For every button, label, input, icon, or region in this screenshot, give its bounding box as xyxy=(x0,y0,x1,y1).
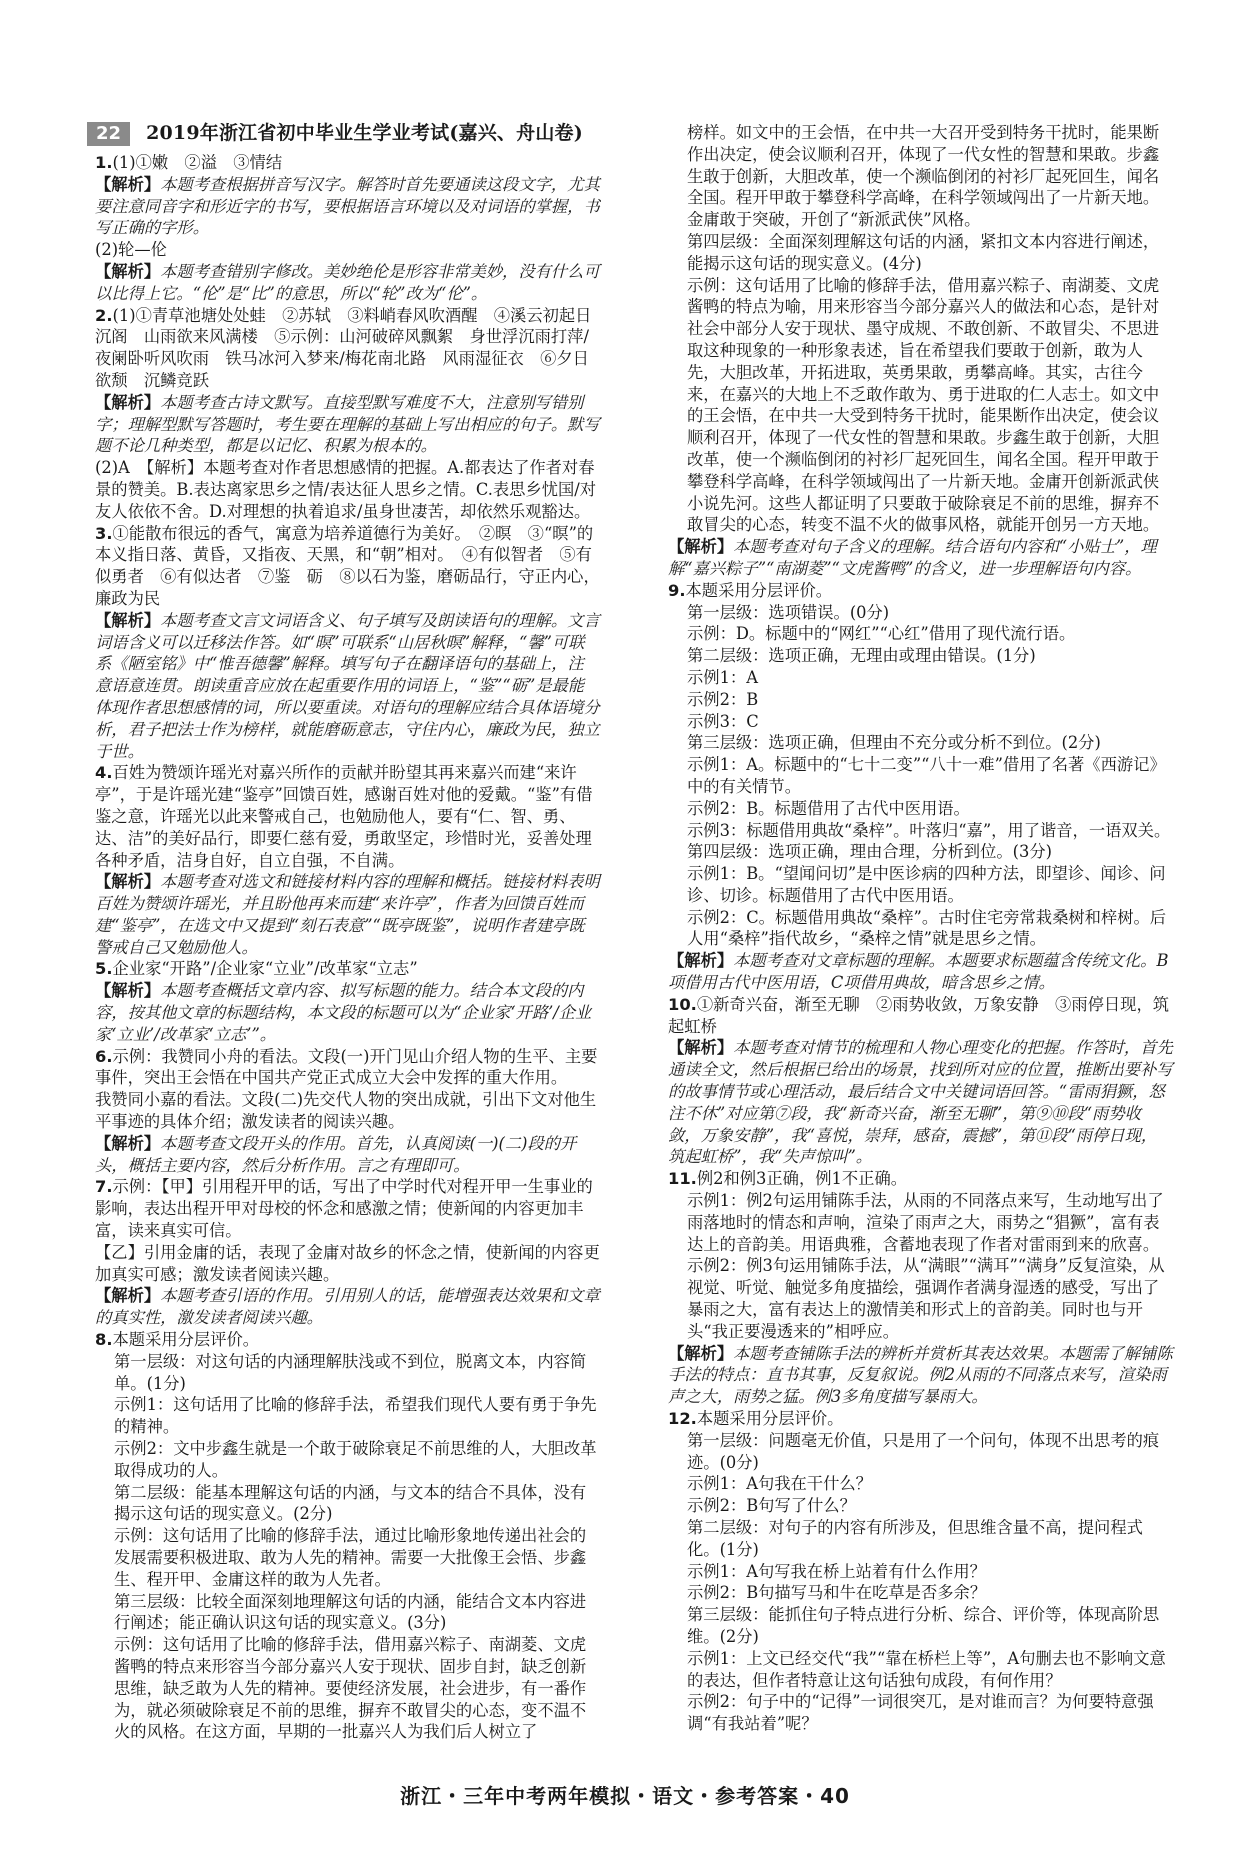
answer-paragraph xyxy=(668,732,1173,754)
paragraph-text: 【乙】引用金庸的话，表现了金庸对故乡的怀念之情，使新闻的内容更加真实可感；激发读者阅读兴趣。 xyxy=(95,1242,600,1284)
paragraph-text: 示例1：B。“望闻问切”是中医诊病的四种方法，即望诊、闻诊、问诊、切诊。标题借用了古代中医用语。 xyxy=(687,864,1166,905)
paragraph-text: 示例：【甲】引用程开甲的话，写出了中学时代对程开甲一生事业的影响，表达出程开甲对母校的怀念和感激之情；使新闻的内容更加丰富，读来真实可信。 xyxy=(95,1177,593,1241)
question-number: 6. xyxy=(95,1046,113,1066)
section-header xyxy=(87,120,600,148)
analysis-label: 【解析】 xyxy=(95,610,161,630)
answer-paragraph xyxy=(668,1255,1173,1342)
answer-paragraph xyxy=(668,798,1173,820)
answer-paragraph xyxy=(95,762,600,871)
answer-paragraph xyxy=(95,1482,600,1526)
paragraph-text: 示例2：例3句运用铺陈手法，从“满眼”“满耳”“满身”反复渲染，从视觉、听觉、触觉多角度描绘，强调作者满身湿透的感受，写出了暴雨之大，富有表达上的激情美和形式上的音韵美。同时也与开头“我正要漫透来的”相呼应。 xyxy=(687,1256,1165,1341)
paragraph-text: 示例：我赞同小舟的看法。文段(一)开门见山介绍人物的生平、主要事件，突出王会悟在中国共产党正式成立大会中发挥的重大作用。 xyxy=(95,1046,598,1088)
paragraph-text: 本题考查错别字修改。美妙绝伦是形容非常美妙，没有什么可以比得上它。“伦”是“比”的意思，所以“轮”改为“伦”。 xyxy=(95,261,600,303)
right-column xyxy=(668,122,1173,1735)
paragraph-text: (2)A 【解析】本题考查对作者思想感情的把握。A.都表达了作者对春景的赞美。B.表达离家思乡之情/表达征人思乡之情。C.表思乡忧国/对友人依依不舍。D.对理想的执着追求/虽身世凄苦，却依然乐观豁达。 xyxy=(95,458,597,521)
analysis-label: 【解析】 xyxy=(95,261,161,281)
answer-paragraph xyxy=(95,1242,600,1286)
paragraph-text: 第四层级：全面深刻理解这句话的内涵，紧扣文本内容进行阐述，能揭示这句话的现实意义。(4分) xyxy=(687,231,1160,273)
answer-paragraph xyxy=(668,275,1173,537)
answer-paragraph xyxy=(95,1438,600,1482)
paragraph-text: ①新奇兴奋，渐至无聊 ②雨势收敛，万象安静 ③雨停日现，筑起虹桥 xyxy=(668,994,1170,1036)
page-footer: 浙江・三年中考两年模拟・语文・参考答案・40 xyxy=(400,1784,850,1808)
paragraph-text: 示例1：例2句运用铺陈手法，从雨的不同落点来写，生动地写出了雨落地时的情态和声响，渲染了雨声之大，雨势之“猖獗”，富有表达上的音韵美。用语典雅，含蓄地表现了作者对雷雨到来的欣喜。 xyxy=(687,1191,1164,1254)
answer-paragraph xyxy=(668,1473,1173,1495)
analysis-paragraph xyxy=(668,1343,1173,1408)
paragraph-text: 示例：这句话用了比喻的修辞手法，通过比喻形象地传递出社会的发展需要积极进取、敢为人先的精神。需要一大批像王会悟、步鑫生、程开甲、金庸这样的敢为人先者。 xyxy=(114,1526,587,1589)
paragraph-text: 示例：这句话用了比喻的修辞手法，借用嘉兴粽子、南湖菱、文虎酱鸭的特点来形容当今部分嘉兴人安于现状、固步自封，缺乏创新思维，缺乏敢为人先的精神。要使经济发展，社会进步，有一番作为，就必须破除衰足不前的思维，摒弃不敢冒尖的心态，变不温不火的风格。在这方面，早期的一批嘉兴人为我们后人树立了 xyxy=(114,1635,587,1742)
answer-paragraph xyxy=(668,623,1173,645)
analysis-paragraph xyxy=(668,1037,1173,1168)
answer-paragraph xyxy=(668,1190,1173,1255)
analysis-label: 【解析】 xyxy=(95,1286,161,1306)
analysis-paragraph xyxy=(95,980,600,1045)
answer-paragraph xyxy=(95,1046,600,1090)
paragraph-text: 例2和例3正确，例1不正确。 xyxy=(696,1169,908,1189)
paragraph-text: 第二层级：能基本理解这句话的内涵，与文本的结合不具体，没有揭示这句话的现实意义。(2分) xyxy=(114,1482,587,1524)
answer-paragraph xyxy=(95,523,600,610)
answer-paragraph xyxy=(95,152,600,174)
question-number: 12. xyxy=(668,1409,697,1429)
paragraph-text: 本题采用分层评价。 xyxy=(696,1409,844,1429)
paragraph-text: 示例2：B句写了什么？ xyxy=(687,1496,856,1516)
answer-paragraph xyxy=(668,820,1173,842)
question-number: 8. xyxy=(95,1330,113,1350)
answer-paragraph xyxy=(668,580,1173,602)
answer-paragraph xyxy=(668,1582,1173,1604)
question-number: 3. xyxy=(95,523,113,543)
answer-paragraph xyxy=(668,689,1173,711)
answer-paragraph xyxy=(668,1495,1173,1517)
answer-paragraph xyxy=(668,1648,1173,1692)
paragraph-text: 榜样。如文中的王会悟，在中共一大召开受到特务干扰时，能果断作出决定，使会议顺利召开，体现了一代女性的智慧和果敢。步鑫生敢于创新，大胆改革，使一个濒临倒闭的衬衫厂起死回生，闻名全国。程开甲敢于攀登科学高峰，在科学领域闯出了一片新天地。金庸敢于突破，开创了“新派武侠”风格。 xyxy=(687,123,1160,230)
answer-paragraph xyxy=(668,1561,1173,1583)
paragraph-text: 第一层级：选项错误。(0分) xyxy=(687,602,890,622)
answer-paragraph xyxy=(95,305,600,392)
analysis-label: 【解析】 xyxy=(668,951,734,971)
paragraph-text: 本题采用分层评价。 xyxy=(112,1330,260,1350)
paragraph-text: 示例：D。标题中的“网红”“心红”借用了现代流行语。 xyxy=(687,624,1076,644)
paragraph-text: 示例2：C。标题借用典故“桑梓”。古时住宅旁常栽桑树和梓树。后人用“桑梓”指代故乡，“桑梓之情”就是思乡之情。 xyxy=(687,907,1167,949)
paragraph-text: 第一层级：问题毫无价值，只是用了一个问句，体现不出思考的痕迹。(0分) xyxy=(687,1430,1160,1472)
paragraph-text: 本题考查对文章标题的理解。本题要求标题蕴含传统文化。B项借用古代中医用语，C项借用典故，暗含思乡之情。 xyxy=(668,951,1169,993)
answer-paragraph xyxy=(95,1525,600,1590)
answer-paragraph xyxy=(668,994,1173,1038)
analysis-paragraph xyxy=(95,1285,600,1329)
paragraph-text: 第二层级：选项正确，无理由或理由错误。(1分) xyxy=(687,646,1036,666)
analysis-paragraph xyxy=(95,392,600,457)
paragraph-text: 示例1：A句我在干什么？ xyxy=(687,1474,872,1494)
right-answers xyxy=(668,122,1173,1735)
paragraph-text: 示例3：标题借用典故“桑梓”。叶落归“嘉”，用了谐音，一语双关。 xyxy=(687,820,1171,840)
analysis-paragraph xyxy=(95,1133,600,1177)
answer-paragraph xyxy=(668,907,1173,951)
answer-paragraph xyxy=(95,1089,600,1133)
question-number: 5. xyxy=(95,959,113,979)
section-number: 22 xyxy=(87,122,130,146)
answer-paragraph xyxy=(668,1430,1173,1474)
paragraph-text: 示例2：文中步鑫生就是一个敢于破除衰足不前思维的人，大胆改革取得成功的人。 xyxy=(114,1439,597,1480)
answer-paragraph xyxy=(668,602,1173,624)
question-number: 9. xyxy=(668,580,686,600)
analysis-label: 【解析】 xyxy=(95,392,161,412)
left-column xyxy=(95,122,600,1743)
paragraph-text: (2)轮—伦 xyxy=(95,240,167,260)
question-number: 1. xyxy=(95,153,113,172)
answer-paragraph xyxy=(668,841,1173,863)
answer-paragraph xyxy=(95,1394,600,1438)
paragraph-text: 示例1：上文已经交代“我”“靠在桥栏上等”，A句删去也不影响文意的表达，但作者特意让这句话独句成段，有何作用？ xyxy=(687,1648,1166,1690)
analysis-paragraph xyxy=(95,261,600,305)
analysis-label: 【解析】 xyxy=(95,174,161,194)
analysis-label: 【解析】 xyxy=(95,981,161,1001)
paragraph-text: 第三层级：选项正确，但理由不充分或分析不到位。(2分) xyxy=(687,733,1101,753)
analysis-paragraph xyxy=(95,174,600,239)
paragraph-text: 本题考查对选文和链接材料内容的理解和概括。链接材料表明百姓为赞颂许瑶光，并且盼他再来而建“来许亭”，作者为回馈百姓而建“鉴亭”，在选文中又提到“刻石表意”“既亭既鉴”，说明作者建亭既警戒自己又勉励他人。 xyxy=(95,872,600,957)
question-number: 7. xyxy=(95,1177,113,1197)
analysis-label: 【解析】 xyxy=(668,1343,734,1363)
answer-paragraph xyxy=(95,1351,600,1395)
paragraph-text: 示例：这句话用了比喻的修辞手法，借用嘉兴粽子、南湖菱、文虎酱鸭的特点为喻，用来形容当今部分嘉兴人的做法和心态，是针对社会中部分人安于现状、墨守成规、不敢创新、不敢冒尖、不思进取这种现象的一种形象表述，旨在希望我们要敢于创新，敢为人先，大胆改革，开拓进取，英勇果敢，勇攀高峰。其实，古往今来，在嘉兴的大地上不乏敢作敢为、勇于进取的仁人志士。如文中的王会悟，在中共一大受到特务干扰时，能果断作出决定，使会议顺利召开，体现了一代女性的智慧和果敢。步鑫生敢于创新，大胆改革，使一个濒临倒闭的衬衫厂起死回生，闻名全国。程开甲敢于攀登科学高峰，在科学领域闯出了一片新天地。金庸开创新派武侠小说先河。这些人都证明了只要敢于破除衰足不前的思维，摒弃不敢冒尖的心态，转变不温不火的做事风格，就能开创另一方天地。 xyxy=(687,275,1160,535)
paragraph-text: 百姓为赞颂许瑶光对嘉兴所作的贡献并盼望其再来嘉兴而建“来许亭”，于是许瑶光建“鉴亭”回馈百姓，感谢百姓对他的爱戴。“鉴”有借鉴之意，许瑶光以此来警戒自己，也勉励他人，要有“仁、智、勇、达、洁”的美好品行，即要仁慈有爱，勇敢坚定，珍惜时光，妥善处理各种矛盾，洁身自好，自立自强，不自满。 xyxy=(95,763,593,870)
paragraph-text: 本题考查根据拼音写汉字。解答时首先要通读这段文字，尤其要注意同音字和形近字的书写，要根据语言环境以及对词语的掌握，书写正确的字形。 xyxy=(95,174,600,238)
paragraph-text: 本题考查古诗文默写。直接型默写难度不大，注意别写错别字；理解型默写答题时，考生要在理解的基础上写出相应的句子。默写题不论几种类型，都是以记忆、积累为根本的。 xyxy=(95,392,600,456)
answer-paragraph xyxy=(668,863,1173,907)
answer-paragraph xyxy=(95,1634,600,1743)
paragraph-text: 示例1：A xyxy=(687,667,758,687)
answer-paragraph xyxy=(95,1591,600,1635)
paragraph-text: 示例1：A句写我在桥上站着有什么作用？ xyxy=(687,1561,986,1581)
analysis-paragraph xyxy=(668,536,1173,580)
paragraph-text: 本题考查铺陈手法的辨析并赏析其表达效果。本题需了解铺陈手法的特点：直书其事，反复叙说。例2从雨的不同落点来写，渲染雨声之大，雨势之猛。例3多角度描写暴雨大。 xyxy=(668,1343,1173,1407)
paragraph-text: 本题考查概括文章内容、拟写标题的能力。结合本文段的内容，按其他文章的标题结构，本文段的标题可以为“企业家‘开路’/企业家‘立业’/改革家‘立志’”。 xyxy=(95,981,592,1044)
answer-paragraph xyxy=(668,1691,1173,1735)
analysis-paragraph xyxy=(668,950,1173,994)
paragraph-text: 示例2：B。标题借用了古代中医用语。 xyxy=(687,798,970,818)
question-number: 11. xyxy=(668,1169,697,1189)
answer-paragraph xyxy=(668,1517,1173,1561)
paragraph-text: 本题考查对句子含义的理解。结合语句内容和“小贴士”，理解“嘉兴粽子”“南湖菱”“文虎酱鸭”的含义，进一步理解语句内容。 xyxy=(668,537,1157,578)
section-title: 2019年浙江省初中毕业生学业考试(嘉兴、舟山卷) xyxy=(146,122,583,145)
paragraph-text: 第三层级：能抓住句子特点进行分析、综合、评价等，体现高阶思维。(2分) xyxy=(687,1605,1160,1646)
left-answers xyxy=(95,152,600,1743)
paragraph-text: (1)①嫩 ②溢 ③情结 xyxy=(112,153,283,172)
answer-paragraph xyxy=(668,667,1173,689)
analysis-label: 【解析】 xyxy=(95,1133,161,1153)
question-number: 10. xyxy=(668,994,697,1014)
answer-paragraph xyxy=(668,645,1173,667)
paragraph-text: (1)①青草池塘处处蛙 ②苏轼 ③料峭春风吹酒醒 ④溪云初起日沉阁 山雨欲来风满楼 ⑤示例：山河破碎风飘絮 身世浮沉雨打萍/夜阑卧听风吹雨 铁马冰河入梦来/梅花南北路 风雨湿征衣 ⑥夕日欲颓 沉鳞竞跃 xyxy=(95,305,592,390)
analysis-paragraph xyxy=(95,871,600,958)
paragraph-text: ①能散布很远的香气，寓意为培养道德行为美好。 ②暝 ③“暝”的本义指日落、黄昏，又指夜、天黑，和“朝”相对。 ④有似智者 ⑤有似勇者 ⑥有似达者 ⑦鉴 砺 ⑧以石为鉴，磨砺品行，守正内心，廉政为民 xyxy=(95,523,600,608)
paragraph-text: 企业家“开路”/企业家“立业”/改革家“立志” xyxy=(112,959,418,979)
analysis-paragraph xyxy=(95,610,600,763)
answer-paragraph xyxy=(668,122,1173,231)
answer-paragraph xyxy=(95,457,600,522)
paragraph-text: 我赞同小嘉的看法。文段(二)先交代人物的突出成就，引出下文对他生平事迹的具体介绍；激发读者的阅读兴趣。 xyxy=(95,1090,597,1132)
answer-paragraph xyxy=(668,1168,1173,1190)
paragraph-text: 本题考查对情节的梳理和人物心理变化的把握。作答时，首先通读全文，然后根据已给出的场景，找到所对应的位置，推断出要补写的故事情节或心理活动，最后结合文中关键词语回答。“雷雨狷獗，怒注不休”对应第⑦段，我“新奇兴奋，渐至无聊”，第⑨⑩段“雨势收敛，万象安静”，我“喜悦，崇拜，感奋，震撼”，第⑪段“雨停日现，筑起虹桥”，我“失声惊叫”。 xyxy=(668,1038,1173,1167)
answer-paragraph xyxy=(668,1604,1173,1648)
paragraph-text: 第四层级：选项正确，理由合理，分析到位。(3分) xyxy=(687,842,1052,862)
answer-paragraph xyxy=(668,711,1173,733)
question-number: 2. xyxy=(95,305,113,325)
paragraph-text: 示例1：这句话用了比喻的修辞手法，希望我们现代人要有勇于争先的精神。 xyxy=(114,1395,597,1437)
analysis-label: 【解析】 xyxy=(668,537,734,557)
answer-paragraph xyxy=(95,1176,600,1241)
paragraph-text: 本题考查引语的作用。引用别人的话，能增强表达效果和文章的真实性，激发读者阅读兴趣。 xyxy=(95,1286,600,1328)
answer-paragraph xyxy=(668,754,1173,798)
analysis-label: 【解析】 xyxy=(95,872,161,892)
answer-paragraph xyxy=(95,1329,600,1351)
paragraph-text: 本题采用分层评价。 xyxy=(685,580,833,600)
paragraph-text: 第二层级：对句子的内容有所涉及，但思维含量不高，提问程式化。(1分) xyxy=(687,1518,1143,1559)
paragraph-text: 本题考查文段开头的作用。首先，认真阅读(一)(二)段的开头，概括主要内容，然后分析作用。言之有理即可。 xyxy=(95,1133,577,1175)
paragraph-text: 第一层级：对这句话的内涵理解肤浅或不到位，脱离文本，内容简单。(1分) xyxy=(114,1351,587,1393)
question-number: 4. xyxy=(95,763,113,783)
answer-paragraph xyxy=(668,1408,1173,1430)
answer-paragraph xyxy=(668,231,1173,275)
paragraph-text: 示例2：句子中的“记得”一词很突兀，是对谁而言？为何要特意强调“有我站着”呢？ xyxy=(687,1692,1154,1734)
paragraph-text: 示例3：C xyxy=(687,711,759,731)
paragraph-text: 第三层级：比较全面深刻地理解这句话的内涵，能结合文本内容进行阐述；能正确认识这句话的现实意义。(3分) xyxy=(114,1591,587,1633)
paragraph-text: 本题考查文言文词语含义、句子填写及朗读语句的理解。文言词语含义可以迁移法作答。如“暝”可联系“山居秋暝”解释，“馨”可联系《陋室铭》中“惟吾德馨”解释。填写句子在翻译语句的基础上，注意语意连贯。朗读重音应放在起重要作用的词语上，“鉴”“砺”是最能体现作者思想感情的词，所以要重读。对语句的理解应结合具体语境分析，君子把法士作为榜样，就能磨砺意志，守住内心，廉政为民，独立于世。 xyxy=(95,610,600,761)
answer-paragraph xyxy=(95,958,600,980)
paragraph-text: 示例2：B句描写马和牛在吃草是否多余？ xyxy=(687,1583,987,1603)
paragraph-text: 示例1：A。标题中的“七十二变”“八十一难”借用了名著《西游记》中的有关情节。 xyxy=(687,755,1166,796)
analysis-label: 【解析】 xyxy=(668,1038,734,1058)
answer-paragraph xyxy=(95,239,600,261)
paragraph-text: 示例2：B xyxy=(687,689,759,709)
